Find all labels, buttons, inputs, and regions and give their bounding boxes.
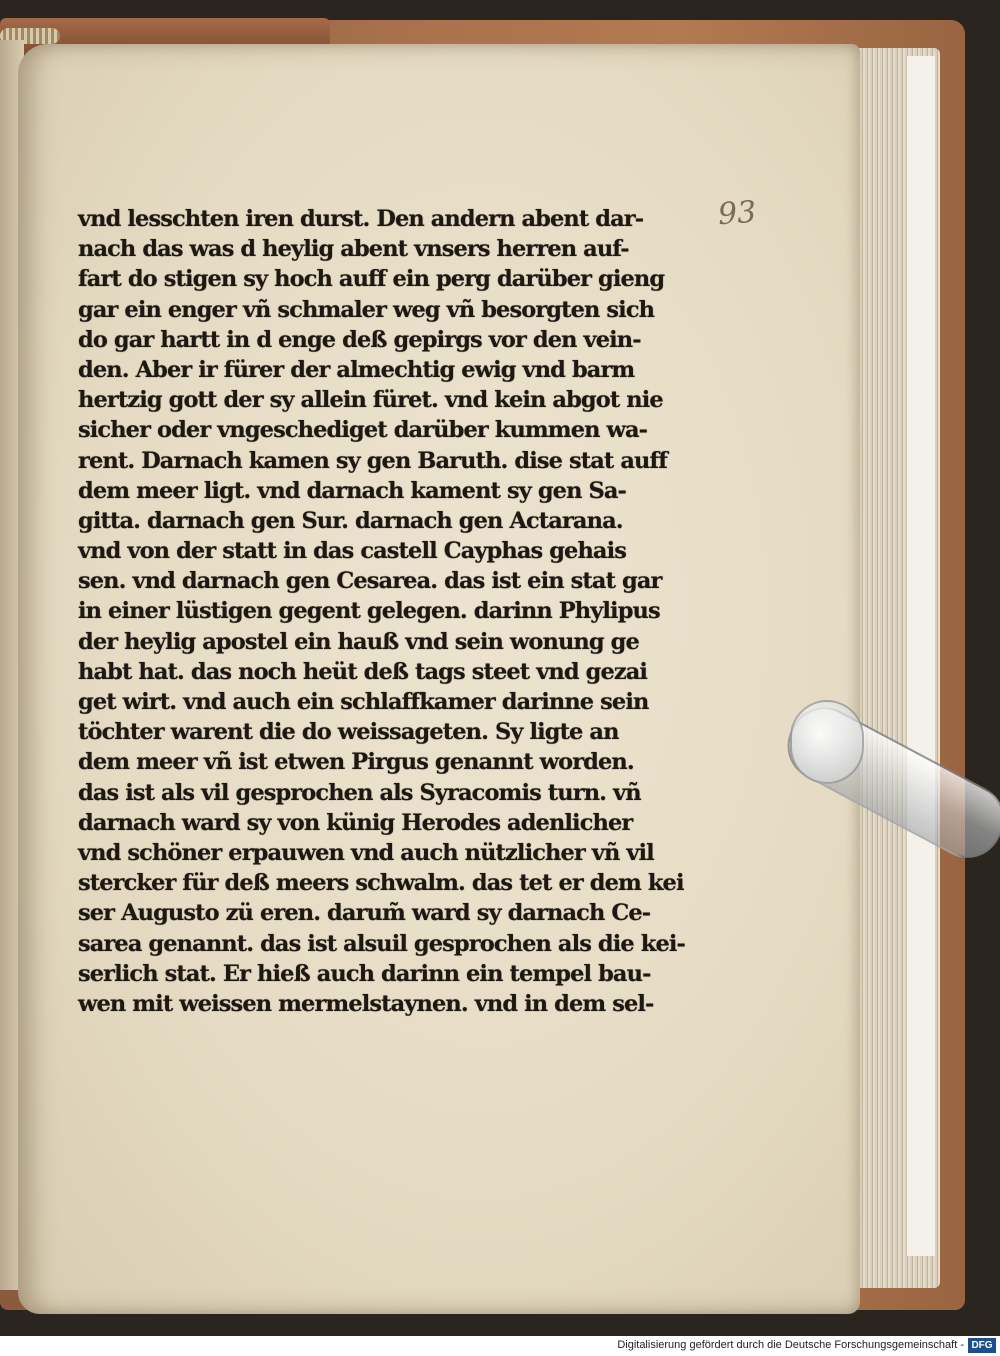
recto-page: [18, 44, 860, 1314]
text-line: ser Augusto zü eren. darum̃ ward sy darnach Ce-: [78, 900, 651, 927]
text-line: darnach ward sy von künig Herodes adenlicher: [78, 809, 633, 836]
text-line: sen. vnd darnach gen Cesarea. das ist ein stat gar: [78, 568, 662, 595]
folio-number: 93: [716, 194, 758, 233]
text-line: sicher oder vngeschediget darüber kummen wa-: [78, 417, 648, 444]
text-line: hertzig gott der sy allein füret. vnd kein abgot nie: [78, 387, 663, 414]
text-line: das ist als vil gesprochen als Syracomis turn. vñ: [78, 779, 641, 806]
funding-credit: Digitalisierung gefördert durch die Deutsche Forschungsgemeinschaft -: [617, 1339, 964, 1351]
text-line: get wirt. vnd auch ein schlaffkamer darinne sein: [78, 689, 649, 715]
text-line: stercker für deß meers schwalm. das tet er dem kei: [78, 870, 684, 897]
text-line: rent. Darnach kamen sy gen Baruth. dise stat auff: [78, 447, 668, 474]
text-block: [78, 204, 685, 1019]
inserted-sheet-edge: [906, 56, 935, 1256]
text-line: gitta. darnach gen Sur. darnach gen Actarana.: [78, 507, 623, 534]
text-line: den. Aber ir fürer der almechtig ewig vnd barm: [78, 356, 635, 383]
text-line: vnd schöner erpauwen vnd auch nützlicher vñ vil: [78, 839, 654, 866]
dfg-logo: DFG: [968, 1338, 996, 1353]
text-line: nach das was d heylig abent vnsers herren auf-: [78, 236, 629, 263]
text-line: habt hat. das noch heüt deß tags steet vnd gezai: [78, 658, 648, 685]
text-line: gar ein enger vñ schmaler weg vñ besorgten sich: [78, 296, 655, 323]
text-line: töchter warent die do weissageten. Sy ligte an: [78, 719, 619, 746]
text-line: fart do stigen sy hoch auff ein perg darüber gieng: [78, 266, 665, 293]
text-line: serlich stat. Er hieß auch darinn ein tempel bau-: [78, 960, 651, 987]
text-line: der heylig apostel ein hauß vnd sein wonung ge: [78, 628, 639, 655]
footer: [0, 1336, 1000, 1356]
text-line: in einer lüstigen gegent gelegen. darinn Phylipus: [78, 598, 660, 625]
text-line: vnd lesschten iren durst. Den andern abent dar-: [78, 206, 644, 232]
text-line: sarea genannt. das ist alsuil gesprochen als die kei-: [78, 930, 685, 957]
text-line: do gar hartt in d enge deß gepirgs vor den vein-: [78, 326, 641, 353]
text-line: dem meer vñ ist etwen Pirgus genannt worden.: [78, 749, 634, 776]
text-line: wen mit weissen mermelstaynen. vnd in dem sel-: [78, 990, 654, 1017]
text-line: vnd von der statt in das castell Cayphas gehais: [78, 538, 627, 565]
text-line: dem meer ligt. vnd darnach kament sy gen Sa-: [78, 477, 626, 504]
page-weight-rod-tip: [790, 700, 864, 784]
